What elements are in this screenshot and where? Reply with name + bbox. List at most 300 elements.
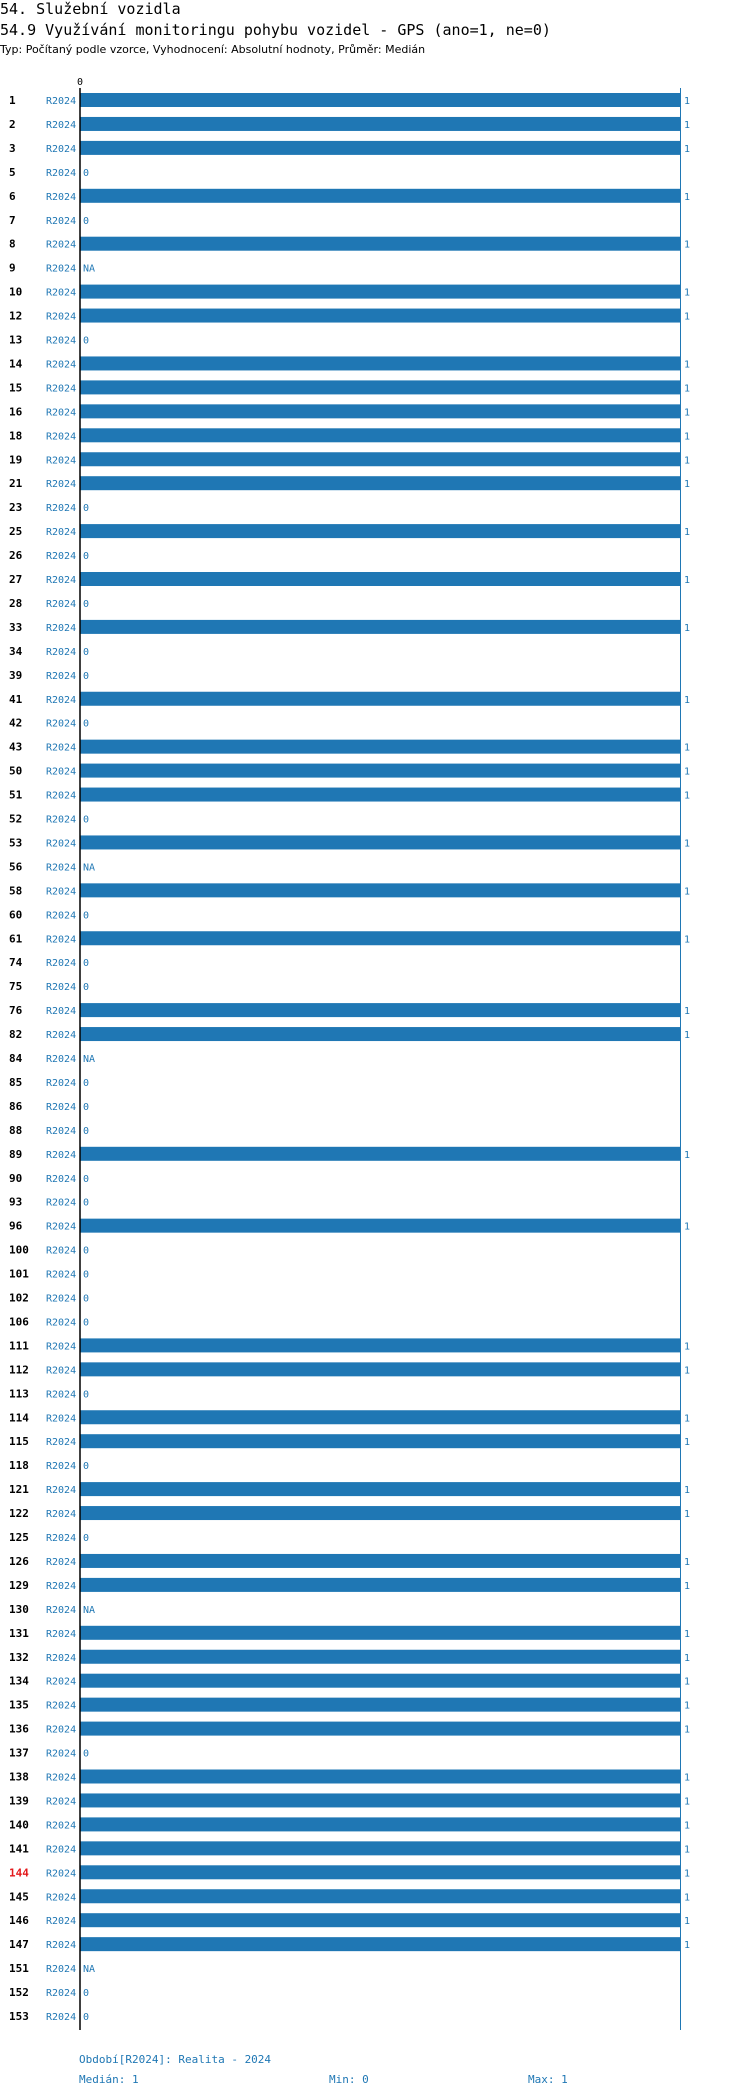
series-label: R2024	[46, 694, 77, 706]
category-label: 18	[9, 429, 23, 443]
value-label: 1	[684, 766, 691, 778]
series-label: R2024	[46, 1628, 77, 1640]
category-label: 74	[9, 956, 23, 970]
series-label: R2024	[46, 1892, 77, 1904]
data-bar	[80, 835, 680, 849]
series-label: R2024	[46, 431, 77, 443]
series-label: R2024	[46, 982, 77, 994]
series-label: R2024	[46, 383, 77, 395]
value-label: 0	[83, 1317, 90, 1329]
value-label: 0	[83, 718, 90, 730]
series-label: R2024	[46, 575, 77, 586]
series-label: R2024	[46, 1868, 77, 1880]
category-label: 6	[9, 189, 16, 203]
value-label: 1	[684, 407, 691, 419]
data-bar	[80, 1027, 680, 1041]
value-label: 1	[684, 886, 691, 898]
value-label: 1	[684, 742, 691, 754]
series-label: R2024	[46, 1604, 77, 1616]
series-label: R2024	[46, 766, 77, 778]
data-bar	[80, 476, 680, 490]
data-bar	[80, 1626, 680, 1640]
data-bar	[80, 1865, 680, 1879]
category-label: 43	[9, 740, 23, 754]
data-bar	[80, 1338, 680, 1352]
value-label: 0	[83, 646, 90, 658]
value-label: NA	[83, 1054, 96, 1065]
series-label: R2024	[46, 1317, 77, 1329]
data-bar	[80, 452, 680, 466]
series-label: R2024	[46, 1365, 77, 1377]
category-label: 16	[9, 405, 23, 419]
value-label: 1	[684, 1341, 691, 1353]
category-label: 75	[9, 980, 23, 994]
series-label: R2024	[46, 1772, 77, 1784]
series-label: R2024	[46, 96, 77, 107]
series-label: R2024	[46, 1916, 77, 1928]
category-label: 42	[9, 716, 23, 730]
value-label: 0	[83, 1245, 90, 1257]
category-label: 76	[9, 1004, 23, 1018]
series-label: R2024	[46, 479, 77, 491]
category-label: 14	[9, 357, 23, 371]
value-label: 0	[83, 1461, 90, 1473]
data-bar	[80, 93, 680, 107]
series-label: R2024	[46, 1820, 77, 1832]
data-bar	[80, 1841, 680, 1855]
category-label: 131	[9, 1626, 29, 1640]
data-bar	[80, 524, 680, 538]
value-label: 1	[684, 790, 691, 802]
data-bar	[80, 620, 680, 634]
series-label: R2024	[46, 1054, 77, 1065]
series-label: R2024	[46, 191, 77, 203]
category-label: 147	[9, 1938, 29, 1952]
series-label: R2024	[46, 1341, 77, 1353]
data-bar	[80, 309, 680, 323]
data-bar	[80, 1147, 680, 1161]
data-bar	[80, 1722, 680, 1736]
data-bar	[80, 1674, 680, 1688]
value-label: 0	[83, 910, 90, 922]
value-label: 1	[684, 239, 691, 251]
series-label: R2024	[46, 1940, 77, 1952]
category-label: 90	[9, 1171, 23, 1185]
series-label: R2024	[46, 263, 77, 275]
series-label: R2024	[46, 1221, 77, 1233]
value-label: 0	[83, 1101, 90, 1113]
series-label: R2024	[46, 407, 77, 419]
series-label: R2024	[46, 1748, 77, 1760]
series-label: R2024	[46, 143, 77, 155]
series-label: R2024	[46, 119, 77, 131]
data-bar	[80, 1793, 680, 1807]
question-title: 54.9 Využívání monitoringu pohybu vozidel - GPS (ano=1, ne=0)	[0, 21, 551, 39]
value-label: NA	[83, 1964, 96, 1976]
category-label: 111	[9, 1339, 29, 1353]
value-label: NA	[83, 263, 96, 275]
data-bar	[80, 692, 680, 706]
value-label: 1	[684, 479, 691, 491]
series-label: R2024	[46, 934, 77, 946]
data-bar	[80, 237, 680, 251]
category-label: 89	[9, 1147, 23, 1161]
series-label: R2024	[46, 814, 77, 826]
section-title: 54. Služební vozidla	[0, 0, 181, 18]
series-label: R2024	[46, 1389, 77, 1401]
category-label: 39	[9, 668, 23, 682]
value-label: 0	[83, 1293, 90, 1305]
value-label: 1	[684, 1437, 691, 1449]
x-tick-label: 0	[76, 77, 84, 88]
data-bar	[80, 380, 680, 394]
chart-subtitle: Typ: Počítaný podle vzorce, Vyhodnocení: Absolutní hodnoty, Průměr: Medián	[0, 43, 426, 56]
category-label: 28	[9, 596, 23, 610]
category-label: 86	[9, 1099, 23, 1113]
category-label: 9	[9, 261, 16, 275]
value-label: 1	[684, 1580, 691, 1592]
value-label: 0	[83, 598, 90, 610]
series-label: R2024	[46, 1556, 77, 1568]
value-label: 1	[684, 1413, 691, 1425]
value-label: 1	[684, 1485, 691, 1497]
category-label: 152	[9, 1986, 29, 2000]
series-label: R2024	[46, 359, 77, 371]
value-label: 1	[684, 1916, 691, 1928]
category-label: 134	[9, 1674, 29, 1688]
value-label: 0	[83, 167, 90, 179]
value-label: 1	[684, 1868, 691, 1880]
series-label: R2024	[46, 1245, 77, 1257]
category-label: 8	[9, 237, 16, 251]
series-label: R2024	[46, 598, 77, 610]
category-label: 60	[9, 908, 23, 922]
category-label: 130	[9, 1602, 29, 1616]
data-bar	[80, 740, 680, 754]
value-label: 1	[684, 1006, 691, 1018]
series-label: R2024	[46, 167, 77, 179]
category-label: 58	[9, 884, 23, 898]
series-label: R2024	[46, 838, 77, 850]
category-label: 145	[9, 1890, 29, 1904]
data-bar	[80, 189, 680, 203]
category-label: 93	[9, 1195, 23, 1209]
value-label: 1	[684, 1149, 691, 1161]
value-label: 1	[684, 455, 691, 467]
series-label: R2024	[46, 335, 77, 347]
category-label: 100	[9, 1243, 29, 1257]
series-label: R2024	[46, 239, 77, 251]
data-bar	[80, 1554, 680, 1568]
category-label: 146	[9, 1914, 29, 1928]
series-label: R2024	[46, 1197, 77, 1209]
value-label: 1	[684, 527, 691, 539]
series-label: R2024	[46, 1796, 77, 1808]
category-label: 114	[9, 1411, 29, 1425]
category-label: 136	[9, 1722, 29, 1736]
value-label: 0	[83, 335, 90, 347]
series-label: R2024	[46, 910, 77, 922]
category-label: 3	[9, 141, 16, 155]
value-label: 1	[684, 1820, 691, 1832]
series-label: R2024	[46, 1413, 77, 1425]
category-label: 84	[9, 1052, 23, 1065]
value-label: 1	[684, 575, 691, 586]
value-label: 0	[83, 1533, 90, 1544]
value-label: 1	[684, 1652, 691, 1664]
category-label: 19	[9, 453, 23, 467]
value-label: 1	[684, 383, 691, 395]
value-label: 1	[684, 1556, 691, 1568]
category-label: 112	[9, 1363, 29, 1377]
value-label: 0	[83, 670, 90, 682]
data-bar	[80, 883, 680, 897]
category-label: 10	[9, 285, 23, 299]
category-label: 144	[9, 1866, 29, 1880]
category-label: 106	[9, 1315, 29, 1329]
series-label: R2024	[46, 1724, 77, 1736]
value-label: 0	[83, 1748, 90, 1760]
value-label: 0	[83, 551, 90, 563]
data-bar	[80, 1889, 680, 1903]
data-bar	[80, 1817, 680, 1831]
value-label: 1	[684, 838, 691, 850]
series-label: R2024	[46, 1461, 77, 1473]
category-label: 13	[9, 333, 23, 347]
category-label: 126	[9, 1554, 29, 1568]
series-label: R2024	[46, 1509, 77, 1521]
category-label: 113	[9, 1387, 29, 1401]
category-label: 88	[9, 1123, 23, 1137]
series-label: R2024	[46, 311, 77, 323]
series-label: R2024	[46, 1485, 77, 1497]
series-label: R2024	[46, 551, 77, 563]
value-label: 1	[684, 1628, 691, 1640]
value-label: 1	[684, 694, 691, 706]
series-label: R2024	[46, 287, 77, 299]
category-label: 151	[9, 1962, 29, 1976]
data-bar	[80, 1506, 680, 1520]
category-label: 27	[9, 573, 23, 586]
series-label: R2024	[46, 1293, 77, 1305]
data-bar	[80, 1650, 680, 1664]
category-label: 102	[9, 1291, 29, 1305]
category-label: 21	[9, 477, 23, 491]
category-label: 96	[9, 1219, 23, 1233]
series-label: R2024	[46, 1437, 77, 1449]
value-label: 1	[684, 1676, 691, 1688]
data-bar	[80, 117, 680, 131]
value-label: 1	[684, 1365, 691, 1377]
value-label: 0	[83, 1269, 90, 1281]
series-label: R2024	[46, 670, 77, 682]
value-label: 0	[83, 982, 90, 994]
series-label: R2024	[46, 1101, 77, 1113]
data-bar	[80, 572, 680, 586]
series-label: R2024	[46, 1580, 77, 1592]
category-label: 139	[9, 1794, 29, 1808]
data-bar	[80, 1003, 680, 1017]
value-label: 1	[684, 96, 691, 107]
category-label: 25	[9, 525, 23, 539]
footer-median: Medián: 1	[79, 2073, 139, 2086]
category-label: 138	[9, 1770, 29, 1784]
category-label: 141	[9, 1842, 29, 1856]
footer-min: Min: 0	[329, 2073, 369, 2086]
value-label: 1	[684, 1221, 691, 1233]
data-bar	[80, 1482, 680, 1496]
data-bar	[80, 1698, 680, 1712]
series-label: R2024	[46, 215, 77, 227]
category-label: 125	[9, 1531, 29, 1544]
value-label: NA	[83, 862, 96, 874]
category-label: 53	[9, 836, 23, 850]
value-label: 1	[684, 1030, 691, 1042]
category-label: 153	[9, 2010, 29, 2023]
data-bar	[80, 764, 680, 778]
series-label: R2024	[46, 718, 77, 730]
bar-chart	[0, 70, 750, 2040]
value-label: 1	[684, 1892, 691, 1904]
category-label: 52	[9, 812, 23, 826]
value-label: 0	[83, 2012, 90, 2023]
category-label: 50	[9, 764, 23, 778]
value-label: 0	[83, 1988, 90, 2000]
data-bar	[80, 1913, 680, 1927]
value-label: 1	[684, 1844, 691, 1856]
value-label: 0	[83, 503, 90, 515]
value-label: 1	[684, 119, 691, 131]
series-label: R2024	[46, 790, 77, 802]
series-label: R2024	[46, 1006, 77, 1018]
data-bar	[80, 1770, 680, 1784]
category-label: 2	[9, 117, 16, 131]
data-bar	[80, 1410, 680, 1424]
value-label: 0	[83, 1173, 90, 1185]
category-label: 12	[9, 309, 23, 323]
category-label: 121	[9, 1483, 29, 1497]
series-label: R2024	[46, 1125, 77, 1137]
series-label: R2024	[46, 958, 77, 970]
category-label: 23	[9, 501, 23, 515]
value-label: 1	[684, 191, 691, 203]
category-label: 56	[9, 860, 23, 874]
category-label: 101	[9, 1267, 29, 1281]
series-label: R2024	[46, 1533, 77, 1544]
series-label: R2024	[46, 1964, 77, 1976]
value-label: 1	[684, 1940, 691, 1952]
value-label: 1	[684, 1724, 691, 1736]
data-bar	[80, 404, 680, 418]
data-bar	[80, 1362, 680, 1376]
category-label: 26	[9, 549, 23, 563]
footer-period: Období[R2024]: Realita - 2024	[79, 2053, 272, 2066]
series-label: R2024	[46, 1077, 77, 1089]
series-label: R2024	[46, 455, 77, 467]
series-label: R2024	[46, 886, 77, 898]
series-label: R2024	[46, 1676, 77, 1688]
value-label: 1	[684, 622, 691, 634]
category-label: 137	[9, 1746, 29, 1760]
series-label: R2024	[46, 1149, 77, 1161]
category-label: 118	[9, 1459, 29, 1473]
data-bar	[80, 1219, 680, 1233]
value-label: 0	[83, 1389, 90, 1401]
series-label: R2024	[46, 2012, 77, 2023]
series-label: R2024	[46, 1652, 77, 1664]
data-bar	[80, 788, 680, 802]
value-label: 0	[83, 958, 90, 970]
data-bar	[80, 1434, 680, 1448]
series-label: R2024	[46, 503, 77, 515]
category-label: 7	[9, 213, 16, 227]
series-label: R2024	[46, 1988, 77, 2000]
value-label: 1	[684, 934, 691, 946]
series-label: R2024	[46, 1700, 77, 1712]
category-label: 115	[9, 1435, 29, 1449]
value-label: 1	[684, 311, 691, 323]
data-bar	[80, 428, 680, 442]
category-label: 33	[9, 620, 23, 634]
value-label: 0	[83, 215, 90, 227]
series-label: R2024	[46, 742, 77, 754]
value-label: 1	[684, 1509, 691, 1521]
data-bar	[80, 356, 680, 370]
category-label: 41	[9, 692, 23, 706]
category-label: 132	[9, 1650, 29, 1664]
category-label: 15	[9, 381, 23, 395]
value-label: 1	[684, 143, 691, 155]
series-label: R2024	[46, 1173, 77, 1185]
value-label: 0	[83, 1197, 90, 1209]
data-bar	[80, 1578, 680, 1592]
category-label: 129	[9, 1578, 29, 1592]
series-label: R2024	[46, 1030, 77, 1042]
category-label: 51	[9, 788, 23, 802]
category-label: 140	[9, 1818, 29, 1832]
category-label: 1	[9, 94, 16, 107]
value-label: 0	[83, 1125, 90, 1137]
series-label: R2024	[46, 1269, 77, 1281]
category-label: 135	[9, 1698, 29, 1712]
value-label: 1	[684, 1700, 691, 1712]
data-bar	[80, 931, 680, 945]
value-label: 1	[684, 1796, 691, 1808]
category-label: 82	[9, 1028, 23, 1042]
data-bar	[80, 1937, 680, 1951]
value-label: 1	[684, 287, 691, 299]
series-label: R2024	[46, 646, 77, 658]
value-label: 1	[684, 431, 691, 443]
series-label: R2024	[46, 862, 77, 874]
value-label: 1	[684, 1772, 691, 1784]
category-label: 5	[9, 165, 16, 179]
footer-max: Max: 1	[528, 2073, 568, 2086]
category-label: 34	[9, 644, 23, 658]
series-label: R2024	[46, 1844, 77, 1856]
category-label: 122	[9, 1507, 29, 1521]
data-bar	[80, 141, 680, 155]
series-label: R2024	[46, 622, 77, 634]
value-label: 0	[83, 814, 90, 826]
value-label: NA	[83, 1604, 96, 1616]
value-label: 1	[684, 359, 691, 371]
category-label: 85	[9, 1075, 23, 1089]
value-label: 0	[83, 1077, 90, 1089]
series-label: R2024	[46, 527, 77, 539]
data-bar	[80, 285, 680, 299]
category-label: 61	[9, 932, 23, 946]
